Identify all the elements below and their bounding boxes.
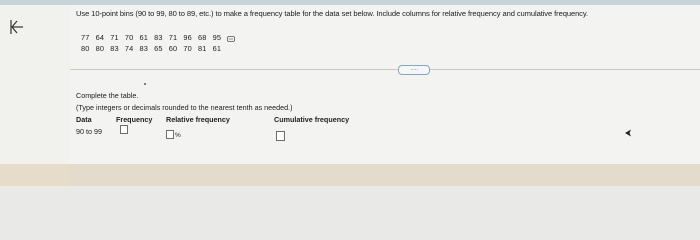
- data-value: 70: [124, 33, 134, 42]
- data-value: 74: [124, 44, 134, 53]
- data-value: 61: [139, 33, 149, 42]
- expand-more-button[interactable]: ·····: [398, 65, 430, 75]
- data-value: 96: [183, 33, 192, 42]
- mouse-cursor-icon: [625, 124, 633, 132]
- back-arrow-icon[interactable]: [8, 19, 24, 35]
- data-value: 68: [198, 33, 207, 42]
- header-data: Data: [76, 115, 92, 124]
- bin-label-90-99: 90 to 99: [76, 127, 102, 136]
- copy-data-icon[interactable]: [227, 35, 235, 41]
- complete-table-label: Complete the table.: [76, 91, 139, 100]
- cumulative-frequency-input[interactable]: [276, 131, 285, 141]
- header-frequency: Frequency: [116, 115, 153, 124]
- relative-frequency-input[interactable]: [166, 130, 174, 139]
- data-value: 77: [81, 33, 90, 42]
- data-row-1: [81, 33, 241, 42]
- data-value: 61: [212, 44, 222, 53]
- data-value: 83: [154, 33, 163, 42]
- data-value: 71: [168, 33, 178, 42]
- header-relative-frequency: Relative frequency: [166, 115, 230, 124]
- small-dot: [144, 83, 146, 85]
- data-row-2: [81, 44, 227, 53]
- data-value: 71: [110, 33, 119, 42]
- data-value: 83: [139, 44, 149, 53]
- content-bottom-band: [70, 164, 700, 186]
- data-value: 95: [212, 33, 222, 42]
- data-value: 65: [154, 44, 163, 53]
- data-value: 60: [168, 44, 178, 53]
- data-value: 83: [110, 44, 119, 53]
- frequency-input[interactable]: [120, 125, 128, 134]
- question-instruction: Use 10-point bins (90 to 99, 80 to 89, etc.) to make a frequency table for the data set below. Include columns for relative frequency and cumulative frequency.: [76, 9, 589, 18]
- left-bottom-band: [0, 164, 70, 186]
- percent-unit: %: [175, 132, 181, 139]
- data-value: 70: [183, 44, 192, 53]
- answer-hint: (Type integers or decimals rounded to the nearest tenth as needed.): [76, 103, 293, 112]
- header-cumulative-frequency: Cumulative frequency: [274, 115, 350, 124]
- data-value: 80: [81, 44, 90, 53]
- data-value: 81: [198, 44, 207, 53]
- data-value: 80: [95, 44, 105, 53]
- data-value: 64: [95, 33, 105, 42]
- section-divider: [70, 69, 700, 70]
